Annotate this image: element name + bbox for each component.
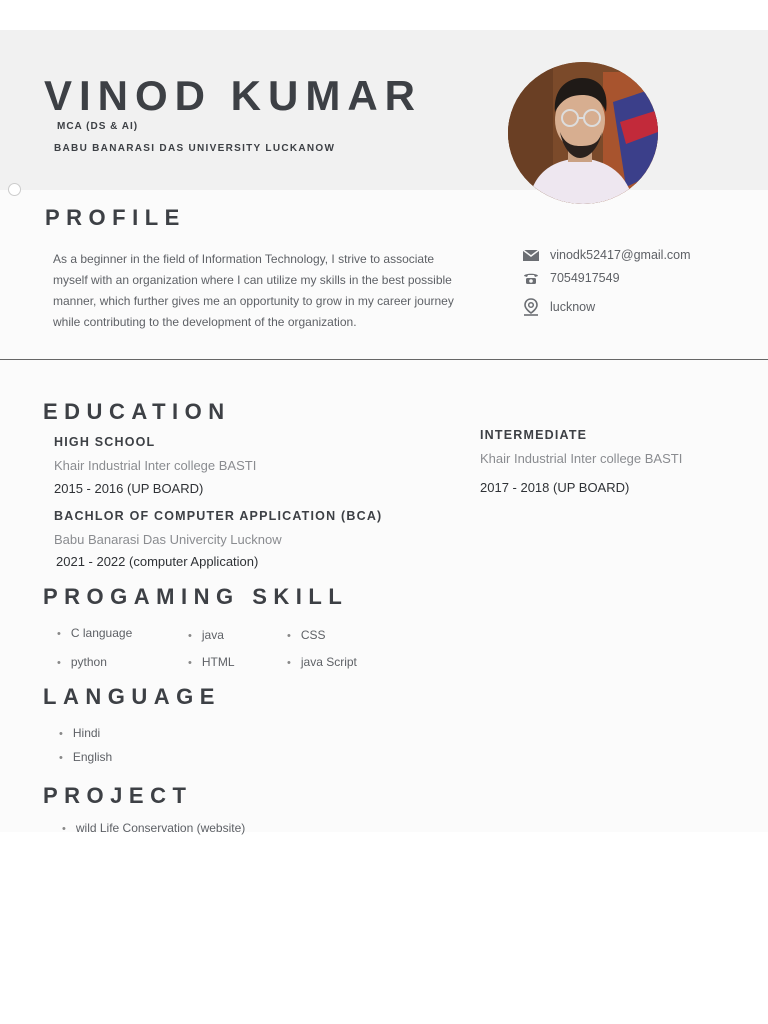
edu-years-intermediate: 2017 - 2018 (UP BOARD) [480, 480, 630, 495]
language-item: • English [59, 750, 112, 764]
education-title: EDUCATION [43, 399, 231, 424]
skills-title: PROGAMING SKILL [43, 584, 349, 609]
profile-line: As a beginner in the field of Information Technology, I strive to associate [53, 252, 435, 266]
phone-icon [522, 269, 540, 287]
language-title: LANGUAGE [43, 684, 221, 709]
contact-phone[interactable] [522, 269, 620, 287]
profile-line: while contributing to the development of the organization. [53, 315, 357, 329]
skill-item: • python [57, 655, 107, 669]
skill-item: • java [188, 628, 224, 642]
location-text: lucknow [550, 300, 596, 314]
profile-line: myself with an organization where I can utilize my skills in the best possible [53, 273, 452, 287]
layout-handle [8, 183, 21, 196]
edu-school-high-school: Khair Industrial Inter college BASTI [54, 458, 257, 473]
edu-years-bca: 2021 - 2022 (computer Application) [56, 554, 259, 569]
edu-years-high-school: 2015 - 2016 (UP BOARD) [54, 481, 204, 496]
skill-item: • HTML [188, 655, 235, 669]
profile-photo [508, 62, 658, 204]
edu-heading-bca: BACHLOR OF COMPUTER APPLICATION (BCA) [54, 509, 383, 523]
profile-summary [53, 249, 493, 333]
email-text: vinodk52417@gmail.com [550, 248, 691, 262]
candidate-name: VINOD KUMAR [44, 72, 422, 119]
section-divider [0, 359, 768, 360]
skill-item: • java Script [287, 655, 357, 669]
location-pin-icon [522, 298, 540, 316]
skill-item: • CSS [287, 628, 326, 642]
profile-line: manner, which further gives me an opportunity to grow in my career journey [53, 294, 454, 308]
university: BABU BANARASI DAS UNIVERSITY LUCKANOW [54, 143, 336, 154]
contact-email[interactable] [522, 246, 691, 264]
edu-school-intermediate: Khair Industrial Inter college BASTI [480, 451, 683, 466]
project-item: • wild Life Conservation (website) [62, 821, 245, 835]
phone-text: 7054917549 [550, 271, 620, 285]
edu-heading-high-school: HIGH SCHOOL [54, 435, 156, 449]
contact-location [522, 298, 595, 316]
profile-title: PROFILE [45, 205, 186, 230]
envelope-icon [522, 246, 540, 264]
edu-heading-intermediate: INTERMEDIATE [480, 428, 588, 442]
project-title: PROJECT [43, 783, 193, 808]
skill-item: • C language [57, 626, 132, 640]
edu-school-bca: Babu Banarasi Das Univercity Lucknow [54, 532, 282, 547]
language-item: • Hindi [59, 726, 100, 740]
degree: MCA (DS & AI) [57, 121, 139, 132]
